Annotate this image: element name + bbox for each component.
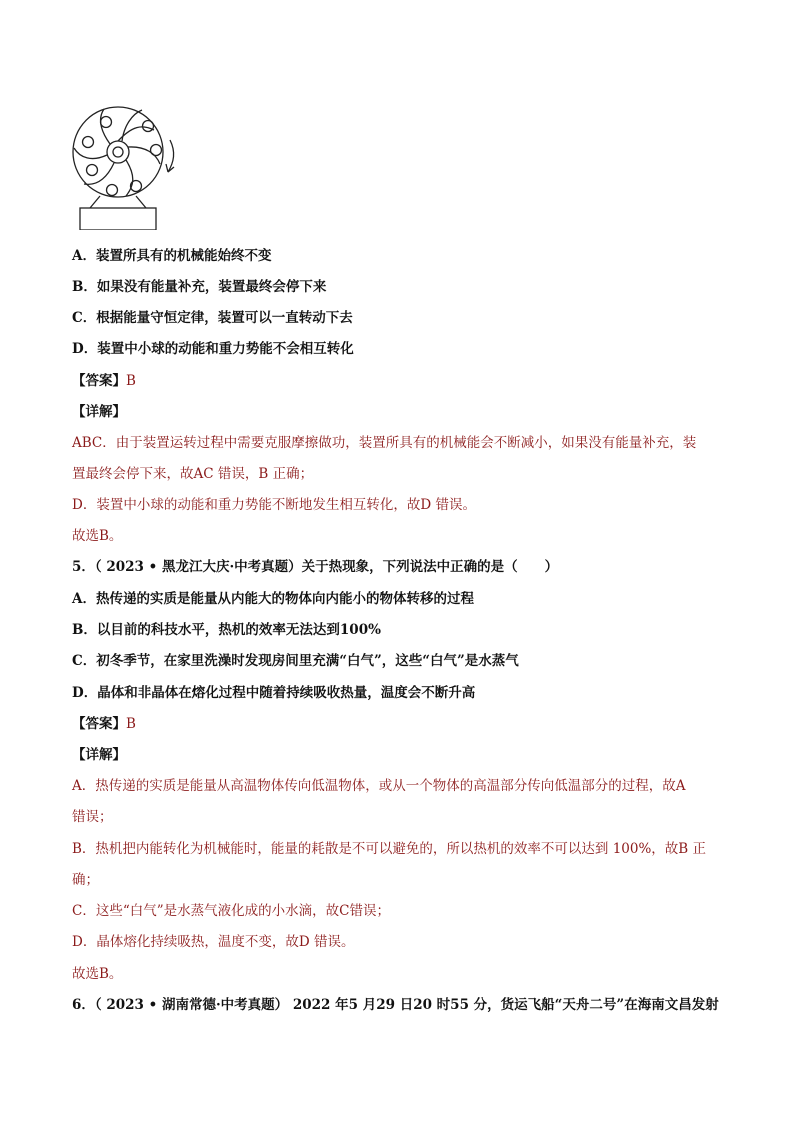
conclusion: 故选B。 (72, 966, 123, 982)
option-d: D．装置中小球的动能和重力势能不会相互转化 (72, 341, 354, 357)
question-stem: 6．（ 2023 • 湖南常德·中考真题） 2022 年5 月29 日20 时55 分，货运飞船“天舟二号”在海南文昌发射 (72, 997, 719, 1013)
explanation-line: 确； (72, 872, 99, 888)
option-c: C．初冬季节，在家里洗澡时发现房间里充满“白气”，这些“白气”是水蒸气 (72, 653, 519, 669)
ball (83, 137, 94, 148)
option-a: A．热传递的实质是能量从内能大的物体向内能小的物体转移的过程 (72, 591, 474, 607)
question-stem: 5．（ 2023 • 黑龙江大庆·中考真题）关于热现象，下列说法中正确的是（ ） (72, 559, 559, 575)
ball (151, 145, 162, 156)
explanation-line: 置最终会停下来，故AC 错误，B 正确； (72, 466, 314, 482)
explanation-line: A．热传递的实质是能量从高温物体传向低温物体，或从一个物体的高温部分传向低温部分的过程，故A (72, 778, 686, 794)
answer-line (72, 714, 732, 734)
explanation-line: 错误； (72, 809, 113, 825)
option-b: B．如果没有能量补充，装置最终会停下来 (72, 279, 327, 295)
answer-value: B (126, 716, 136, 732)
option-a: A．装置所具有的机械能始终不变 (72, 248, 272, 264)
option-b: B．以目前的科技水平，热机的效率无法达到100% (72, 622, 381, 638)
answer-label: 【答案】 (72, 716, 126, 732)
ball (101, 117, 112, 128)
explanation-line: D．晶体熔化持续吸热，温度不变，故D 错误。 (72, 934, 355, 950)
stand-base (80, 208, 156, 230)
answer-line (72, 371, 732, 391)
explanation-line: B．热机把内能转化为机械能时，能量的耗散是不可以避免的，所以热机的效率不可以达到 100%，故B 正 (72, 841, 707, 857)
ball (107, 185, 118, 196)
explanation-line: ABC．由于装置运转过程中需要克服摩擦做功，装置所具有的机械能会不断减小，如果没有能量补充，装 (72, 435, 697, 451)
answer-value: B (126, 373, 136, 389)
detail-label: 【详解】 (72, 747, 126, 763)
explanation-line: D．装置中小球的动能和重力势能不断地发生相互转化，故D 错误。 (72, 497, 476, 513)
option-c: C．根据能量守恒定律，装置可以一直转动下去 (72, 310, 353, 326)
ball (143, 121, 154, 132)
answer-label: 【答案】 (72, 373, 126, 389)
conclusion: 故选B。 (72, 528, 123, 544)
ball (87, 165, 98, 176)
wheel-hub (107, 141, 129, 163)
option-d: D．晶体和非晶体在熔化过程中随着持续吸收热量，温度会不断升高 (72, 685, 476, 701)
rotating-wheel-figure (70, 100, 190, 230)
explanation-line: C．这些“白气”是水蒸气液化成的小水滴，故C错误； (72, 903, 390, 919)
detail-label: 【详解】 (72, 404, 126, 420)
